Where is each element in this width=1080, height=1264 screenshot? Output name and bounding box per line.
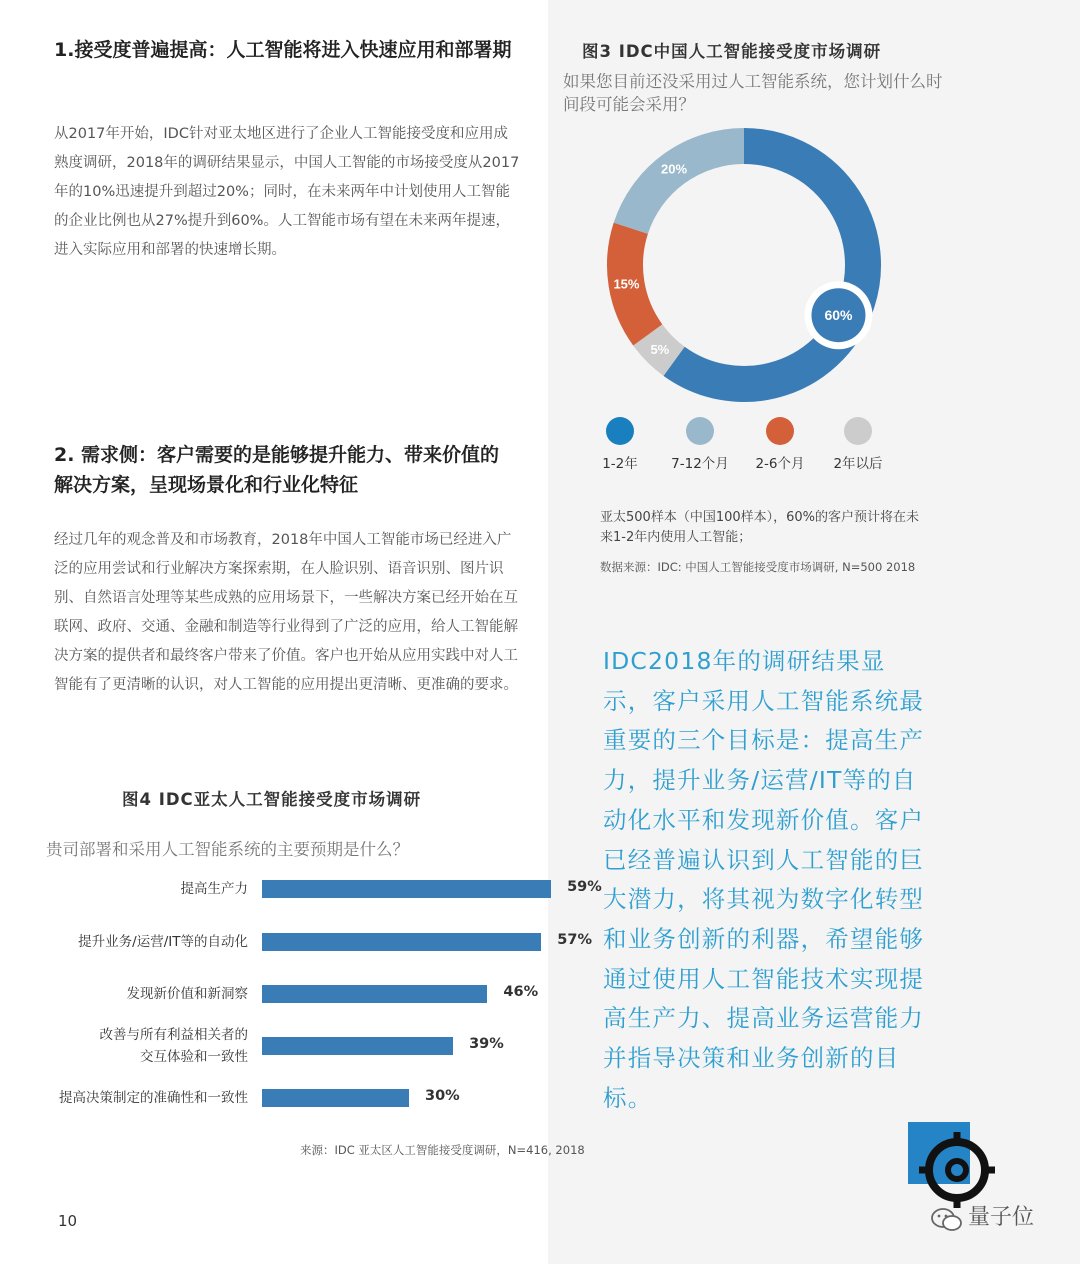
watermark-text: 量子位 — [968, 1205, 1035, 1230]
bar-value-label-2: 46% — [503, 984, 539, 1000]
bar-0 — [262, 880, 551, 898]
bar-3 — [262, 1037, 453, 1055]
section1-body: 从2017年开始，IDC针对亚太地区进行了企业人工智能接受度和应用成熟度调研，2018年的调研结果显示，中国人工智能的市场接受度从2017年的10%迅速提升到超过20%；同时，在未来两年中计划使用人工智能的企业比例也从27%提升到60%。人工智能市场有望在未来两年提速，进入实际应用和部署的快速增长期。 — [54, 126, 520, 258]
bar-category-label-line: 提高决策制定的准确性和一致性 — [59, 1090, 248, 1106]
legend-swatch-1 — [686, 417, 714, 445]
figure4-title: 图4 IDC亚太人工智能接受度市场调研 — [122, 790, 422, 809]
highlight-quote: IDC2018年的调研结果显示，客户采用人工智能系统最重要的三个目标是：提高生产力，提升业务/运营/IT等的自动化水平和发现新价值。客户已经普遍认识到人工智能的巨大潜力，将其视为数字化转型和业务创新的利器，希望能够通过使用人工智能技术实现提高生产力、提高业务运营能力并指导决策和业务创新的目标。 — [603, 647, 925, 1112]
figure3-donut-chart — [600, 125, 900, 415]
legend-swatch-0 — [606, 417, 634, 445]
section2-heading — [54, 440, 499, 500]
figure3-question: 如果您目前还没采用过人工智能系统，您计划什么时间段可能会采用？ — [563, 72, 943, 114]
page-number: 10 — [58, 1212, 78, 1230]
bar-value-label-0: 59% — [567, 879, 602, 895]
donut-label-0: 60% — [824, 307, 853, 324]
figure3-source: 数据来源：IDC: 中国人工智能接受度市场调研, N=500 2018 — [600, 560, 916, 574]
section1-heading: 1.接受度普遍提高：人工智能将进入快速应用和部署期 — [54, 39, 512, 61]
bar-category-label-line: 发现新价值和新洞察 — [126, 986, 248, 1002]
legend-swatch-2 — [766, 417, 794, 445]
bar-2 — [262, 985, 487, 1003]
donut-label-1: 5% — [650, 342, 670, 358]
legend-swatch-3 — [844, 417, 872, 445]
bar-category-label-3 — [100, 1024, 249, 1068]
legend-label-3: 2年以后 — [833, 456, 883, 472]
bar-1 — [262, 933, 541, 951]
legend-label-2: 2-6个月 — [755, 456, 805, 472]
legend-label-0: 1-2年 — [602, 456, 638, 472]
bar-value-label-3: 39% — [469, 1036, 504, 1052]
donut-label-3: 20% — [661, 161, 688, 177]
bar-category-label-line: 改善与所有利益相关者的 — [99, 1027, 248, 1043]
donut-label-2: 15% — [613, 276, 640, 292]
crosshair-logo-icon — [912, 1122, 1002, 1212]
bar-value-label-4: 30% — [425, 1088, 460, 1104]
bar-category-label-4 — [59, 1088, 248, 1108]
figure4-question: 贵司部署和采用人工智能系统的主要预期是什么？ — [46, 840, 409, 859]
figure4-source: 来源：IDC 亚太区人工智能接受度调研，N=416, 2018 — [300, 1143, 585, 1157]
section2-heading-line1: 2. 需求侧：客户需要的是能够提升能力、带来价值的 — [54, 444, 500, 466]
donut-slice-3 — [631, 146, 744, 228]
wechat-icon — [930, 1207, 964, 1233]
bar-4 — [262, 1089, 409, 1107]
figure3-note: 亚太500样本（中国100样本），60%的客户预计将在未来1-2年内使用人工智能； — [600, 510, 920, 545]
legend-label-1: 7-12个月 — [671, 456, 729, 472]
figure3-title: 图3 IDC中国人工智能接受度市场调研 — [582, 42, 882, 61]
section2-body: 经过几年的观念普及和市场教育，2018年中国人工智能市场已经进入广泛的应用尝试和行业解决方案探索期，在人脸识别、语音识别、图片识别、自然语言处理等某些成熟的应用场景下，一些解决方案已经开始在互联网、政府、交通、金融和制造等行业得到了广泛的应用，给人工智能解决方案的提供者和最终客户带来了价值。客户也开始从应用实践中对人工智能有了更清晰的认识，对人工智能的应用提出更清晰、更准确的要求。 — [54, 532, 518, 693]
bar-category-label-0 — [181, 879, 249, 899]
section2-heading-line2: 解决方案，呈现场景化和行业化特征 — [54, 474, 359, 496]
bar-category-label-line: 交互体验和一致性 — [140, 1049, 248, 1065]
bar-category-label-line: 提高生产力 — [180, 881, 248, 897]
bar-category-label-2 — [127, 984, 249, 1004]
bar-value-label-1: 57% — [557, 932, 593, 948]
bar-category-label-1 — [78, 932, 248, 952]
bar-category-label-line: 提升业务/运营/IT等的自动化 — [78, 934, 248, 950]
